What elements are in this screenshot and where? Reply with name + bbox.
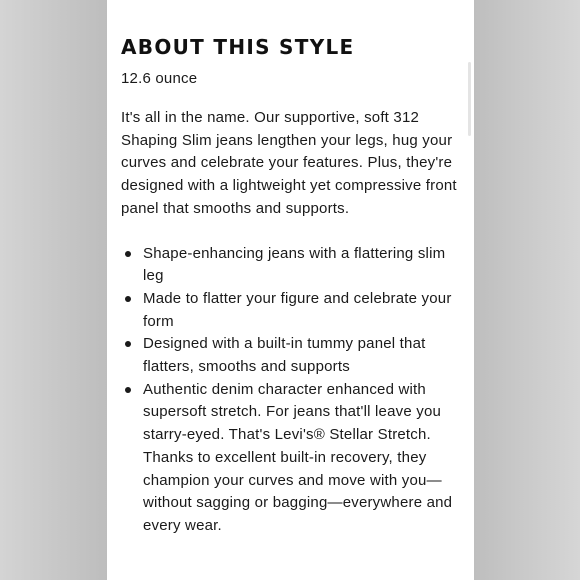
fabric-weight: 12.6 ounce <box>121 70 198 87</box>
list-item <box>121 288 466 333</box>
right-background <box>474 0 580 580</box>
bullet-icon <box>125 296 131 302</box>
list-item <box>121 243 466 288</box>
list-item-text: Shape-enhancing jeans with a flattering slim leg <box>143 244 446 285</box>
list-item-text: Made to flatter your figure and celebrate your form <box>143 289 452 330</box>
section-title: ABOUT THIS STYLE <box>121 35 355 59</box>
about-style-content <box>121 34 466 538</box>
scrollbar-thumb[interactable] <box>468 62 471 136</box>
about-style-panel <box>107 0 474 580</box>
list-item <box>121 379 466 538</box>
bullet-icon <box>125 387 131 393</box>
feature-list <box>121 243 466 538</box>
bullet-icon <box>125 341 131 347</box>
list-item-text: Authentic denim character enhanced with supersoft stretch. For jeans that'll leave you starry-eyed. That's Levi's® Stellar Stretch. Thanks to excellent built-in recovery, they champion your curves and move with you—without sagging or bagging—everywhere and every wear. <box>143 380 453 534</box>
bullet-icon <box>125 251 131 257</box>
list-item <box>121 333 466 378</box>
product-description: It's all in the name. Our supportive, soft 312 Shaping Slim jeans lengthen your legs, hug your curves and celebrate your features. Plus, they're designed with a lightweight yet compressive front panel that smooths and supports. <box>121 109 457 217</box>
list-item-text: Designed with a built-in tummy panel that flatters, smooths and supports <box>143 335 426 376</box>
left-background <box>0 0 107 580</box>
